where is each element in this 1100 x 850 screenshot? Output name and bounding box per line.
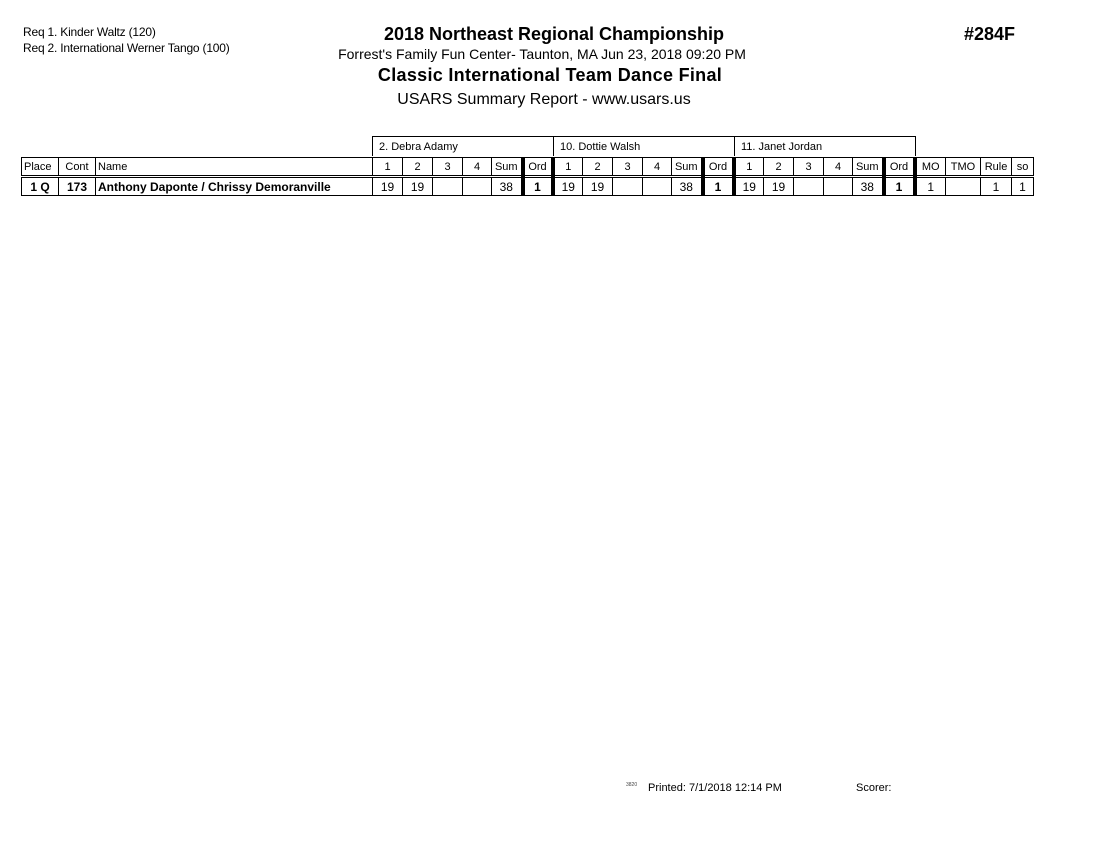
table-row xyxy=(22,177,1034,196)
requirement-2: Req 2. International Werner Tango (100) xyxy=(23,41,230,55)
tmo-cell xyxy=(946,177,981,196)
j3-score-2: 19 xyxy=(764,177,794,196)
column-header-row xyxy=(22,158,1034,177)
report-title: USARS Summary Report - www.usars.us xyxy=(397,91,691,108)
judge-name: 11. Janet Jordan xyxy=(735,137,916,157)
j1-sum: 38 xyxy=(492,177,523,196)
j3-score-4 xyxy=(824,177,853,196)
results-table xyxy=(21,157,1034,196)
footer-code: 3820 xyxy=(626,782,638,788)
event-title: Classic International Team Dance Final xyxy=(377,65,723,85)
so-cell: 1 xyxy=(1012,177,1034,196)
rule-cell: 1 xyxy=(981,177,1012,196)
j1-score-4 xyxy=(463,177,492,196)
judge-header-table xyxy=(372,136,916,156)
event-number: #284F xyxy=(964,24,1016,44)
col-j3-ord: Ord xyxy=(884,158,915,177)
j2-ord: 1 xyxy=(703,177,734,196)
col-j1-2: 2 xyxy=(403,158,433,177)
j1-score-1: 19 xyxy=(373,177,403,196)
judge-name: 10. Dottie Walsh xyxy=(554,137,735,157)
j3-score-3 xyxy=(794,177,824,196)
requirement-1: Req 1. Kinder Waltz (120) xyxy=(23,25,156,39)
col-j3-4: 4 xyxy=(824,158,853,177)
venue-date: Forrest's Family Fun Center- Taunton, MA Jun 23, 2018 09:20 PM xyxy=(338,46,746,62)
col-j3-sum: Sum xyxy=(853,158,884,177)
j1-score-2: 19 xyxy=(403,177,433,196)
col-j1-3: 3 xyxy=(433,158,463,177)
col-name: Name xyxy=(96,158,373,177)
name-cell: Anthony Daponte / Chrissy Demoranville xyxy=(96,177,373,196)
col-j2-sum: Sum xyxy=(672,158,703,177)
scorer-label: Scorer: xyxy=(856,782,892,794)
judge-name: 2. Debra Adamy xyxy=(373,137,554,157)
j2-score-2: 19 xyxy=(583,177,613,196)
col-j2-1: 1 xyxy=(553,158,583,177)
j1-score-3 xyxy=(433,177,463,196)
col-j3-2: 2 xyxy=(764,158,794,177)
mo-cell: 1 xyxy=(915,177,946,196)
col-j1-4: 4 xyxy=(463,158,492,177)
j2-score-3 xyxy=(613,177,643,196)
col-rule: Rule xyxy=(981,158,1012,177)
col-j3-1: 1 xyxy=(734,158,764,177)
col-place: Place xyxy=(22,158,59,177)
cont-cell: 173 xyxy=(59,177,96,196)
col-so: so xyxy=(1012,158,1034,177)
col-mo: MO xyxy=(915,158,946,177)
col-j2-4: 4 xyxy=(643,158,672,177)
col-j1-ord: Ord xyxy=(523,158,553,177)
j3-sum: 38 xyxy=(853,177,884,196)
place-cell: 1 Q xyxy=(22,177,59,196)
col-cont: Cont xyxy=(59,158,96,177)
j1-ord: 1 xyxy=(523,177,553,196)
col-j2-3: 3 xyxy=(613,158,643,177)
j2-score-4 xyxy=(643,177,672,196)
j2-sum: 38 xyxy=(672,177,703,196)
col-j2-2: 2 xyxy=(583,158,613,177)
j2-score-1: 19 xyxy=(553,177,583,196)
col-tmo: TMO xyxy=(946,158,981,177)
j3-ord: 1 xyxy=(884,177,915,196)
col-j1-1: 1 xyxy=(373,158,403,177)
col-j3-3: 3 xyxy=(794,158,824,177)
competition-title: 2018 Northeast Regional Championship xyxy=(383,24,725,44)
printed-timestamp: Printed: 7/1/2018 12:14 PM xyxy=(648,782,782,794)
col-j2-ord: Ord xyxy=(703,158,734,177)
j3-score-1: 19 xyxy=(734,177,764,196)
col-j1-sum: Sum xyxy=(492,158,523,177)
